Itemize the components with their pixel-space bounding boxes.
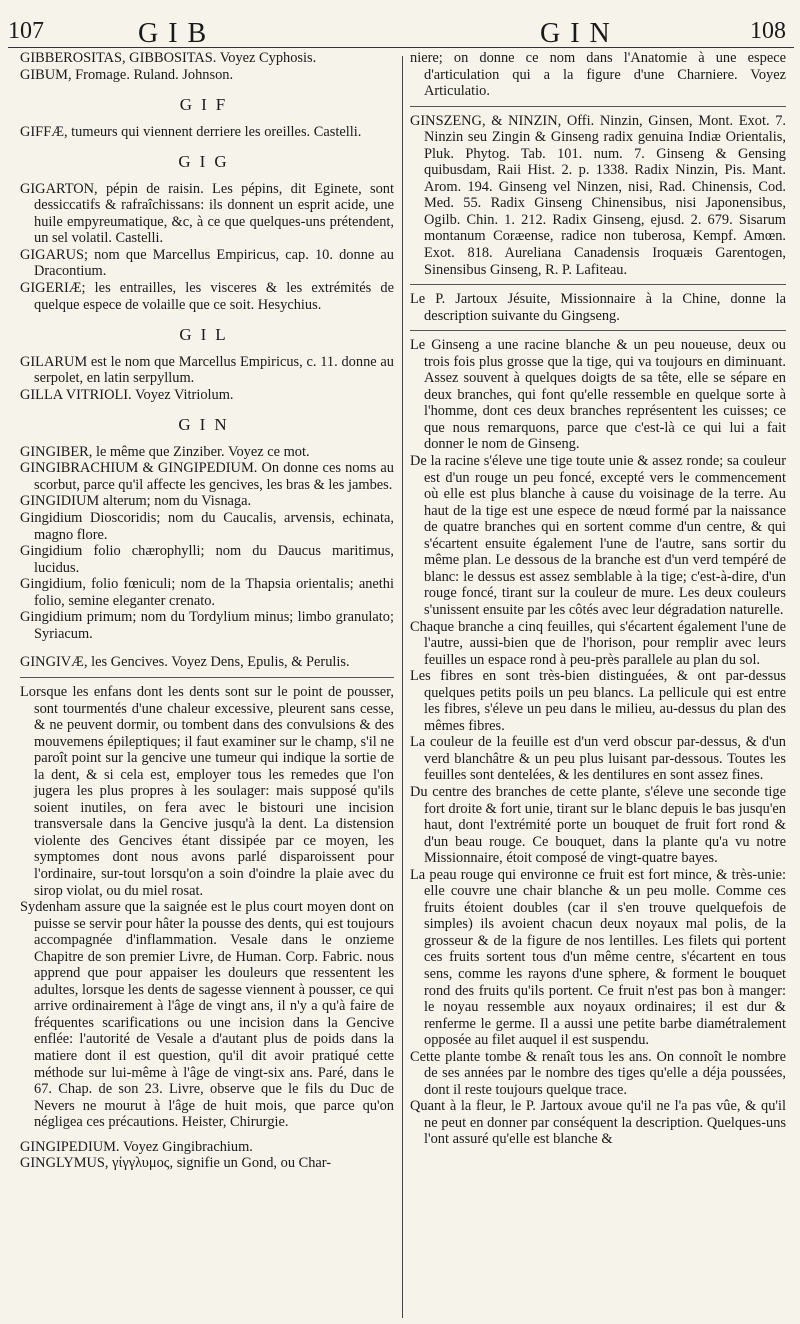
paragraph-tige: De la racine s'éleve une tige toute unie & assez ronde; sa couleur est d'un rouge un peu foncé, excepté vers le commencement où elle est plus blanche à cause du voisinage de la terre. Au haut de la tige est une espece de nœud formé par la naissance de quatre branches qui en sortent comme d'un centre, & qui s'écartent ensuite également l'une de l'autre, sans sortir du même plan. Le dessous de la branche est d'un verd tempéré de blanc: le dessus est assez semblable à la tige; c'est-à-dire, d'un rouge foncé, tirant sur la couleur de mure. Les deux couleurs s'unissent ensuite par les côtés avec leur dégradation naturelle.	[410, 453, 786, 618]
entry-rule	[410, 330, 786, 331]
entry-rule	[410, 106, 786, 107]
entry-gigarus: GIGARUS; nom que Marcellus Empiricus, cap. 10. donne au Dracontium.	[20, 246, 394, 280]
entry-gilla-vitrioli: GILLA VITRIOLI. Voyez Vitriolum.	[20, 386, 234, 403]
paragraph-gencive-enfans: Lorsque les enfans dont les dents sont sur le point de pousser, sont tourmentés d'une chaleur excessive, pleurent sans cesse, & ne peuvent dormir, ou tombent dans des convulsions & des mouvemens épileptiques; il faut examiner sur le champ, s'il ne paroît point sur la gencive une tumeur qui indique la sortie de la dent, & si cela est, employer tous les remedes que l'on jugera les plus propres à les soulager: mais supposé qu'ils soient inutiles, on fera avec le bistouri une incision transversale dans la Gencive jusqu'à la dent. La distension violente des Gencives étant dissipée par ce moyen, les symptomes dont nous avons parlé disparoissent pour l'ordinaire, sur-tout lorsqu'on a soin d'oindre la plaie avec du sirop violat, ou du miel rosat.	[20, 683, 394, 899]
paragraph-sydenham: Sydenham assure que la saignée est le plus court moyen dont on puisse se servir pour hâter la pousse des dents, qui est toujours accompagnée d'inflammation. Vesale dans le onzieme Chapitre de son premier Livre, de Human. Corp. Fabric. nous apprend que pour appaiser les douleurs que ressentent les adultes, lorsque les dents de sagesse viennent à pousser, ce qui arrive ordinairement à l'âge de vingt ans, il n'y a qu'à faire de fréquentes scarifications ou une incision dans la Gencive enflée: l'autorité de Vesale a d'autant plus de poids dans la matiere dont il est question, qu'il dit avoir pratiqué cette méthode sur lui-même à l'âge de vingt-six ans. Paré, dans le 67. Chap. de son 23. Livre, observe que le fils du Duc de Nevers ne mourut à l'âge de huit mois, que parce qu'on négligea ces précautions. Heister, Chirurgie.	[20, 899, 394, 1131]
paragraph-centre-branches: Du centre des branches de cette plante, s'éleve une seconde tige fort droite & fort unie, tirant sur le blanc depuis le bas jusqu'en haut, dont l'extrémité porte un bouquet de fruit fort rond & d'un beau rouge. Ce bouquet, dans la plante qu'a vu notre Missionnaire, étoit composé de vingt-quatre bayes.	[410, 783, 786, 867]
section-heading-gig: GIG	[178, 152, 236, 172]
header-rule	[8, 47, 794, 48]
entry-gigarton: GIGARTON, pépin de raisin. Les pépins, dit Eginete, sont dessiccatifs & rafraîchissans: ils donnent un esprit acide, une huile empyreumatique, &c, à ce que quelques-uns prétendent, un sel volatil. Castelli.	[20, 180, 394, 247]
entry-gingidium-chaerophylli: Gingidium folio chærophylli; nom du Daucus maritimus, lucidus.	[20, 543, 394, 576]
column-separator	[402, 56, 403, 1318]
paragraph-fibres: Les fibres en sont très-bien distinguées, & ont par-dessus quelques petits poils un peu blancs. La pellicule qui est entre les fibres, s'éleve un peu dans le milieu, au-dessus du plan des mêmes fibres.	[410, 668, 786, 734]
left-column	[20, 50, 394, 1172]
entry-gingivae: GINGIVÆ, les Gencives. Voyez Dens, Epulis, & Perulis.	[20, 654, 350, 671]
entry-gibum: GIBUM, Fromage. Ruland. Johnson.	[20, 66, 234, 83]
right-column	[410, 50, 786, 1148]
paragraph-feuilles: Chaque branche a cinq feuilles, qui s'écartent également l'une de l'autre, aussi-bien que de l'horison, pour remplir avec leurs feuilles un espace rond à peu-près parallele au plan du sol.	[410, 618, 786, 668]
entry-gigeriae: GIGERIÆ; les entrailles, les visceres & les extrémités de quelque espece de volaille que ce soit. Hesychius.	[20, 280, 394, 313]
left-headword: GIB	[138, 18, 217, 49]
left-page-number: 107	[8, 18, 44, 44]
entry-gingibrachium: GINGIBRACHIUM & GINGIPEDIUM. On donne ces noms au scorbut, parce qu'il affecte les gencives, les bras & les jambes.	[20, 460, 394, 493]
paragraph-couleur-feuille: La couleur de la feuille est d'un verd obscur par-dessus, & d'un verd blanchâtre & un peu plus luisant par-dessous. Toutes les feuilles sont dentelées, & les dentilures en sont assez fines.	[410, 734, 786, 784]
entry-gibberositas: GIBBEROSITAS, GIBBOSITAS. Voyez Cyphosis.	[20, 50, 317, 66]
entry-rule	[410, 284, 786, 285]
entry-gingipedium: GINGIPEDIUM. Voyez Gingibrachium.	[20, 1138, 253, 1155]
entry-gilarum: GILARUM est le nom que Marcellus Empiricus, c. 11. donne au serpolet, en latin serpyllum.	[20, 353, 394, 387]
entry-gingidium-foeniculi: Gingidium, folio fœniculi; nom de la Thapsia orientalis; anethi folio, semine eleganter crenato.	[20, 576, 394, 609]
section-heading-gif: GIF	[179, 95, 235, 115]
entry-rule	[20, 677, 394, 678]
paragraph-plante-renait: Cette plante tombe & renaît tous les ans. On connoît le nombre de ses années par le nombre des tiges qu'elle a déja poussées, dont il reste toujours quelque trace.	[410, 1048, 786, 1098]
entry-ginglymus: GINGLYMUS, γίγγλυμος, signifie un Gond, ou Char-	[20, 1155, 332, 1172]
right-page-number: 108	[750, 18, 786, 44]
entry-gingidium-primum: Gingidium primum; nom du Tordylium minus; limbo granulato; Syriacum.	[20, 609, 394, 642]
running-header	[0, 14, 800, 48]
section-heading-gil: GIL	[179, 325, 235, 345]
entry-gingidium-dioscoridis: Gingidium Dioscoridis; nom du Caucalis, arvensis, echinata, magno flore.	[20, 510, 394, 543]
entry-ginglymus-continued: niere; on donne ce nom dans l'Anatomie à une espece d'articulation qui a la figure d'une Charniere. Voyez Articulatio.	[410, 50, 786, 100]
entry-giffae: GIFFÆ, tumeurs qui viennent derriere les oreilles. Castelli.	[20, 123, 362, 140]
entry-ginszeng: GINSZENG, & NINZIN, Offi. Ninzin, Ginsen, Mont. Exot. 7. Ninzin seu Zingin & Ginseng radix genuina Indiæ Orientalis, Pluk. Phytog. Tab. 101. num. 7. Ginseng & Gensing quibusdam, Raii Hist. 2. p. 1338. Radix Ninzin, Pis. Mant. Arom. 194. Ginseng vel Ninzen, nisi, Rad. Chinensis, Cod. Med. 55. Radix Ginseng Chinensibus, nisi Japonensibus, Ogilb. Chin. 1. 212. Radix Ginseng, ejusd. 2. 679. Sisarum montanum Coræense, radice non tuberosa, Kempf. Amœn. Exot. 818. Aureliana Canadensis Iroquæis Garentogen, Sinensibus Ginseng, R. P. Lafiteau.	[410, 112, 786, 278]
section-heading-gin: GIN	[178, 415, 236, 435]
entry-gingiber: GINGIBER, le même que Zinziber. Voyez ce mot.	[20, 443, 310, 460]
paragraph-jartoux: Le P. Jartoux Jésuite, Missionnaire à la Chine, donne la description suivante du Gingseng.	[410, 291, 786, 324]
right-headword: GIN	[540, 18, 620, 49]
paragraph-fleur: Quant à la fleur, le P. Jartoux avoue qu'il ne l'a pas vûe, & qu'il ne peut en donner par conséquent la description. Quelques-uns l'ont assuré qu'elle est blanche &	[410, 1098, 786, 1148]
entry-gingidium-alterum: GINGIDIUM alterum; nom du Visnaga.	[20, 493, 252, 510]
paragraph-peau-rouge: La peau rouge qui environne ce fruit est fort mince, & très-unie: elle couvre une chair blanche & un peu molle. Comme ces fruits étoient doubles (car il s'en trouve quelquefois de simples) ils avoient chacun deux noyaux mal polis, de la grosseur & de la figure de nos lentilles. Les filets qui portent ces fruits sortent tous d'un même centre, s'écartent en tous sens, comme les rayons d'une sphere, & forment le bouquet rond des fruits qu'ils portent. Ce fruit n'est pas bon à manger: le noyau ressemble aux noyaux ordinaires; il est dur & renferme le germe. Il a aussi une petite barbe diamétralement opposée au filet auquel il est suspendu.	[410, 866, 786, 1049]
paragraph-racine: Le Ginseng a une racine blanche & un peu noueuse, deux ou trois fois plus grosse que la tige, qui va toujours en diminuant. Assez souvent à quelques doigts de sa tête, elle se sépare en deux branches, qui font qu'elle ressemble en quelque sorte à l'homme, dont ces deux branches représentent les cuisses; ce que nous remarquons, parce que c'est-là ce qui lui a fait donner le nom de Ginseng.	[410, 337, 786, 453]
